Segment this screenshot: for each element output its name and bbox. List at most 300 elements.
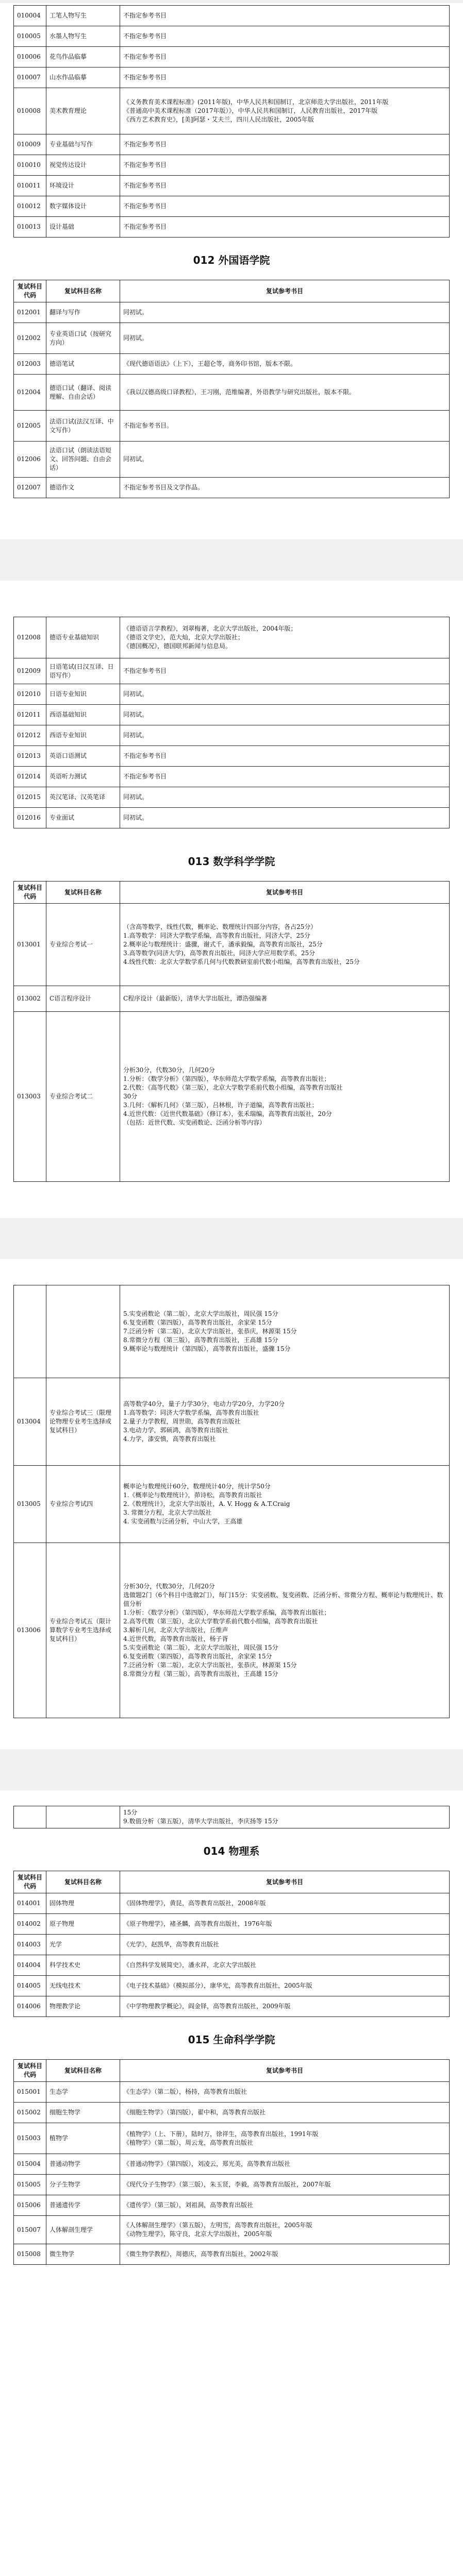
subject-name: 德语作文 <box>46 478 120 498</box>
reference-line: 《德语文学史》，范大灿，北京大学出版社； <box>123 634 244 641</box>
reference-books <box>120 767 450 787</box>
table-math <box>13 881 450 1182</box>
reference-books <box>120 411 450 442</box>
subject-name: 无线电技术 <box>46 1976 120 1996</box>
subject-code: 012010 <box>14 684 46 705</box>
subject-code: 010004 <box>14 6 46 26</box>
table-row <box>14 2195 450 2216</box>
subject-code: 013003 <box>14 1012 46 1182</box>
subject-name: 法语口试（朗读法语短文、回答问题、自由会话） <box>46 442 120 478</box>
table-row <box>14 2216 450 2244</box>
reference-line: 《普通动物学》（第四版），刘凌云，郑光美，高等教育出版社 <box>123 2160 291 2167</box>
reference-books <box>120 375 450 411</box>
subject-name: 日语笔试(日汉互译、日语写作） <box>46 658 120 684</box>
table-physics <box>13 1871 450 2017</box>
subject-code: 014006 <box>14 1996 46 2017</box>
subject-code <box>14 1285 46 1378</box>
subject-code: 013006 <box>14 1543 46 1718</box>
reference-line: 3. 常微分方程，北京大学出版社 <box>123 1509 212 1516</box>
reference-line: 8.常微分方程（第三版），高等教育出版社，王高雄 15分 <box>123 1670 278 1677</box>
reference-line: 3.电动力学，郭硕鸿，高等教育出版社 <box>123 1427 228 1434</box>
reference-books <box>120 986 450 1012</box>
reference-books <box>120 442 450 478</box>
reference-books <box>120 2216 450 2244</box>
subject-name: 普通动物学 <box>46 2154 120 2175</box>
table-row <box>14 302 450 323</box>
reference-line: 不指定参考书目 <box>123 161 167 168</box>
reference-line: 《西方艺术教育史》，[美]阿瑟・艾夫兰，四川人民出版社，2005年版 <box>123 116 314 123</box>
reference-line: （含高等数学，线性代数，概率论、数理统计四部分内容，各占25分） <box>123 923 317 930</box>
table-row <box>14 411 450 442</box>
reference-books <box>120 1378 450 1466</box>
reference-line: 1.分析：《数学分析》（第四版），华东师范大学数学系编，高等教育出版社； <box>123 1609 330 1616</box>
reference-line: 分析30分，代数30分，几何20分 <box>123 1583 215 1590</box>
reference-line: 9.概率论与数理统计（第四版），高等教育出版社，盛骤 15分 <box>123 1345 291 1352</box>
subject-code: 012013 <box>14 746 46 767</box>
table-row <box>14 375 450 411</box>
subject-name: 植物学 <box>46 2123 120 2154</box>
table-row <box>14 617 450 658</box>
reference-line: 概率论与数理统计60分，数理统计40分，统计学50分 <box>123 1483 271 1490</box>
reference-line: 不指定参考书目 <box>123 773 167 780</box>
subject-name: 专业综合考试二 <box>46 1012 120 1182</box>
reference-books <box>120 2154 450 2175</box>
reference-line: 不指定参考书目 <box>123 32 167 40</box>
reference-books <box>120 354 450 375</box>
subject-name: 工笔人物写生 <box>46 6 120 26</box>
table-row <box>14 767 450 787</box>
reference-books <box>120 1893 450 1914</box>
table-row <box>14 1976 450 1996</box>
reference-line: 《遗传学》（第三版），刘祖洞，高等教育出版社 <box>123 2201 254 2209</box>
reference-books <box>120 1955 450 1976</box>
subject-name: 英语口语测试 <box>46 746 120 767</box>
subject-name: 日语专业知识 <box>46 684 120 705</box>
reference-line: 不指定参考书目 <box>123 223 167 230</box>
subject-code: 015006 <box>14 2195 46 2216</box>
col-code: 复试科目代码 <box>14 280 46 302</box>
reference-line: 不指定参考书目 <box>123 202 167 210</box>
reference-line: 《光学》，赵凯华，高等教育出版社 <box>123 1941 220 1948</box>
reference-line: 分析30分，代数30分，几何20分 <box>123 1066 215 1074</box>
reference-books <box>120 1935 450 1955</box>
subject-name: 专业面试 <box>46 808 120 828</box>
reference-line: 《细胞生物学》（第四版），翟中和，高等教育出版社 <box>123 2109 266 2116</box>
reference-line: 3.高等数学(同济大学)，高等教育出版社，同济大学应用数学系，25分 <box>123 950 316 957</box>
subject-code: 015005 <box>14 2175 46 2195</box>
subject-code: 015001 <box>14 2082 46 2103</box>
table-math-cont-2 <box>13 1806 450 1828</box>
reference-line: 2.量子力学教程，周世勋，高等教育出版社 <box>123 1418 241 1425</box>
reference-books <box>120 787 450 808</box>
subject-name: 光学 <box>46 1935 120 1955</box>
subject-name: 翻译与写作 <box>46 302 120 323</box>
subject-code: 014003 <box>14 1935 46 1955</box>
subject-name: 分子生物学 <box>46 2175 120 2195</box>
reference-books <box>120 302 450 323</box>
subject-code: 012007 <box>14 478 46 498</box>
reference-books <box>120 2123 450 2154</box>
reference-line: 5.实变函数论（第二版），北京大学出版社，周民强 15分 <box>123 1644 278 1651</box>
page-gap <box>0 0 463 3</box>
reference-line: 《现代德语语法》（上下），王超仑等，商务印书馆，版本不限。 <box>123 360 297 367</box>
table-row <box>14 217 450 238</box>
subject-code: 012003 <box>14 354 46 375</box>
subject-name: 普通遗传学 <box>46 2195 120 2216</box>
table-row <box>14 176 450 196</box>
subject-name: 花鸟作品临摹 <box>46 47 120 67</box>
reference-line: 2.概率论与数理统计：盛骤，谢式千，潘承毅编，高等教育出版社，25分 <box>123 941 323 948</box>
reference-books <box>120 134 450 155</box>
reference-line: 1.《概率论与数理统计》，茆诗松，高等教育出版社 <box>123 1492 262 1499</box>
table-row <box>14 1378 450 1466</box>
page-gap <box>0 1749 463 1790</box>
subject-code: 012002 <box>14 323 46 354</box>
subject-name: 德语笔试 <box>46 354 120 375</box>
reference-books <box>120 1012 450 1182</box>
subject-name: 专业综合考试四 <box>46 1466 120 1543</box>
reference-line: 《义务教育美术课程标准》(2011年版)，中华人民共和国制订，北京师范大学出版社，2011年版 <box>123 98 389 106</box>
reference-line: 《普通高中美术课程标准（2017年版）》，中华人民共和国制订，人民教育出版社，2017年版 <box>123 107 378 114</box>
reference-line: 不指定参考书目 <box>123 182 167 189</box>
col-name: 复试科目名称 <box>46 882 120 904</box>
subject-code: 010005 <box>14 26 46 47</box>
section-title-015: 015 生命科学学院 <box>188 2033 275 2046</box>
subject-name: 视觉传达设计 <box>46 155 120 176</box>
subject-code: 012004 <box>14 375 46 411</box>
reference-books <box>120 176 450 196</box>
reference-line: （包括：近世代数、实变函数论、泛函分析等内容） <box>123 1119 266 1126</box>
subject-name: 专业综合考试五（限计算数学专业考生选择或复试科目） <box>46 1543 120 1718</box>
reference-line: 高等数学40分，量子力学30分，电动力学20分，力学20分 <box>123 1400 285 1408</box>
reference-books <box>120 2195 450 2216</box>
reference-line: 4.线性代数：北京大学数学系几何与代数教研室前代数小组编，高等教育出版社，25分 <box>123 958 360 965</box>
reference-books <box>120 658 450 684</box>
subject-code: 013005 <box>14 1466 46 1543</box>
subject-name: C语言程序设计 <box>46 986 120 1012</box>
reference-books <box>120 67 450 88</box>
subject-name: 山水作品临摹 <box>46 67 120 88</box>
col-code: 复试科目代码 <box>14 2060 46 2082</box>
subject-name: 人体解剖生理学 <box>46 2216 120 2244</box>
reference-line: 4. 实变函数与泛函分析，中山大学，王高雄 <box>123 1518 243 1525</box>
subject-name: 细胞生物学 <box>46 2103 120 2123</box>
table-row <box>14 808 450 828</box>
subject-code: 012008 <box>14 617 46 658</box>
reference-line: 6.复变函数（第四版），高等教育出版社，余家荣 15分 <box>123 1319 272 1326</box>
subject-name: 英汉笔译、汉英笔译 <box>46 787 120 808</box>
reference-books <box>120 2175 450 2195</box>
reference-line: 《德语语言学教程》，刘翠梅著，北京大学出版社，2004年版； <box>123 625 297 632</box>
reference-line: 不指定参考书目。 <box>123 422 173 429</box>
reference-line: 同初试。 <box>123 732 148 739</box>
reference-line: 不指定参考书目及文学作品。 <box>123 484 204 491</box>
reference-line: 7.泛函分析（第二版），北京大学出版社，张恭庆，林源渠 15分 <box>123 1328 297 1335</box>
subject-code: 015008 <box>14 2244 46 2265</box>
reference-books <box>120 1914 450 1935</box>
page-gap <box>0 1218 463 1259</box>
reference-line: 6.复变函数（第四版），高等教育出版社，余家荣 15分 <box>123 1653 272 1660</box>
subject-code: 012011 <box>14 705 46 725</box>
reference-line: 同初试。 <box>123 334 148 342</box>
reference-books <box>120 323 450 354</box>
table-row <box>14 1285 450 1378</box>
reference-line: 4.力学，漆安慎，高等教育出版社 <box>123 1435 216 1443</box>
reference-books <box>120 2103 450 2123</box>
reference-books <box>120 2244 450 2265</box>
col-ref: 复试参考书目 <box>120 1871 450 1893</box>
reference-books <box>120 26 450 47</box>
subject-code: 010007 <box>14 67 46 88</box>
subject-code: 015002 <box>14 2103 46 2123</box>
table-foreign-languages-cont <box>13 617 450 828</box>
reference-books <box>120 47 450 67</box>
reference-line: 同初试。 <box>123 711 148 718</box>
subject-name: 数字媒体设计 <box>46 196 120 217</box>
table-row <box>14 2175 450 2195</box>
subject-name: 西语专业知识 <box>46 725 120 746</box>
reference-line: 《我以汉德高级口译教程》，王习刚，范维编著，外语教学与研究出版社，版本不限。 <box>123 388 356 396</box>
subject-name <box>46 1806 120 1828</box>
reference-line: 《植物学》（第二版），周云龙，高等教育出版社 <box>123 2139 254 2146</box>
reference-line: 同初试。 <box>123 814 148 821</box>
table-row <box>14 323 450 354</box>
subject-code: 010009 <box>14 134 46 155</box>
table-math-cont <box>13 1285 450 1718</box>
table-row <box>14 442 450 478</box>
table-row <box>14 986 450 1012</box>
subject-code: 010011 <box>14 176 46 196</box>
table-row <box>14 88 450 134</box>
reference-line: 7.泛函分析（第二版），北京大学出版社，张恭庆，林源渠 15分 <box>123 1662 297 1669</box>
reference-books <box>120 1976 450 1996</box>
reference-books <box>120 88 450 134</box>
reference-line: C程序设计（最新版），清华大学出版社，谭浩强编著 <box>123 995 268 1002</box>
reference-line: 不指定参考书目 <box>123 53 167 60</box>
reference-books <box>120 217 450 238</box>
reference-line: 《动物生理学》，陈守良，北京大学出版社，2005年版 <box>123 2230 272 2238</box>
col-code: 复试科目代码 <box>14 1871 46 1893</box>
reference-books <box>120 617 450 658</box>
subject-name: 专业英语口试（按研究方向） <box>46 323 120 354</box>
subject-code: 010008 <box>14 88 46 134</box>
reference-line: 不指定参考书目 <box>123 12 167 19</box>
table-row <box>14 1935 450 1955</box>
section-title-012: 012 外国语学院 <box>193 254 270 266</box>
subject-name: 固体物理 <box>46 1893 120 1914</box>
reference-line: 《植物学》（上、下册），陆时万，徐祥生，高等教育出版社，1991年版 <box>123 2130 319 2138</box>
table-row <box>14 705 450 725</box>
reference-line: 15分 <box>123 1809 138 1816</box>
table-row <box>14 196 450 217</box>
subject-code: 014005 <box>14 1976 46 1996</box>
table-row <box>14 26 450 47</box>
reference-books <box>120 6 450 26</box>
table-row <box>14 1893 450 1914</box>
subject-name: 西语基础知识 <box>46 705 120 725</box>
table-row <box>14 658 450 684</box>
subject-code: 014002 <box>14 1914 46 1935</box>
subject-name: 环境设计 <box>46 176 120 196</box>
reference-books <box>120 904 450 986</box>
subject-code: 012015 <box>14 787 46 808</box>
col-name: 复试科目名称 <box>46 2060 120 2082</box>
subject-name: 美术教育理论 <box>46 88 120 134</box>
reference-books <box>120 1466 450 1543</box>
table-row <box>14 134 450 155</box>
table-row <box>14 67 450 88</box>
subject-name: 德语口试（翻译、阅读理解、自由会话） <box>46 375 120 411</box>
reference-line: 《生态学》（第二版），杨持，高等教育出版社 <box>123 2088 247 2095</box>
subject-code: 010013 <box>14 217 46 238</box>
reference-books <box>120 746 450 767</box>
subject-name: 物理教学论 <box>46 1996 120 2017</box>
subject-code: 013004 <box>14 1378 46 1466</box>
reference-books <box>120 196 450 217</box>
col-ref: 复试参考书目 <box>120 280 450 302</box>
subject-name <box>46 1285 120 1378</box>
table-row <box>14 1996 450 2017</box>
table-row <box>14 6 450 26</box>
reference-books <box>120 808 450 828</box>
col-name: 复试科目名称 <box>46 1871 120 1893</box>
reference-line: 1.分析：《数学分析》（第四版），华东师范大学数学系编，高等教育出版社； <box>123 1075 330 1082</box>
reference-line: 3.解析几何，北京大学出版社，丘维声 <box>123 1626 228 1634</box>
reference-books <box>120 705 450 725</box>
reference-books <box>120 2082 450 2103</box>
subject-name: 设计基础 <box>46 217 120 238</box>
reference-line: 不指定参考书目 <box>123 141 167 148</box>
subject-code: 010012 <box>14 196 46 217</box>
table-row <box>14 1806 450 1828</box>
subject-code: 014004 <box>14 1955 46 1976</box>
section-title-014: 014 物理系 <box>203 1845 260 1857</box>
table-row <box>14 904 450 986</box>
subject-name: 专业综合考试三（限理论物理专业考生选择或复试科目） <box>46 1378 120 1466</box>
subject-code: 012009 <box>14 658 46 684</box>
reference-line: 同初试。 <box>123 309 148 316</box>
table-row <box>14 2082 450 2103</box>
table-row <box>14 746 450 767</box>
reference-books <box>120 1806 450 1828</box>
table-row <box>14 2154 450 2175</box>
subject-name: 英语听力测试 <box>46 767 120 787</box>
col-name: 复试科目名称 <box>46 280 120 302</box>
reference-books <box>120 725 450 746</box>
reference-line: 2.高等代数（第三版），北京大学数学系前代数小组编，高等教育出版社 <box>123 1618 318 1625</box>
table-row <box>14 684 450 705</box>
subject-code: 012006 <box>14 442 46 478</box>
reference-books <box>120 1285 450 1378</box>
reference-line: 同初试。 <box>123 793 148 801</box>
page-gap <box>0 539 463 581</box>
subject-name: 专业综合考试一 <box>46 904 120 986</box>
table-row <box>14 155 450 176</box>
subject-code: 012001 <box>14 302 46 323</box>
table-row <box>14 787 450 808</box>
reference-line: 《固体物理学》，黄昆，高等教育出版社，2008年版 <box>123 1900 266 1907</box>
table-row <box>14 1914 450 1935</box>
subject-name: 专业基础与写作 <box>46 134 120 155</box>
subject-name: 水墨人物写生 <box>46 26 120 47</box>
reference-line: 5.实变函数论（第二版），北京大学出版社，周民强 15分 <box>123 1310 278 1317</box>
table-foreign-languages <box>13 280 450 498</box>
subject-name: 原子物理 <box>46 1914 120 1935</box>
subject-code: 015007 <box>14 2216 46 2244</box>
reference-line: 《微生物学教程》，周德庆，高等教育出版社，2002年版 <box>123 2250 278 2258</box>
reference-line: 选做题2门（6个科目中选做2门），每门15分：实变函数、复变函数、泛函分析、常微分方程、概率论与数理统计、数值分析 <box>123 1591 443 1607</box>
subject-code: 012014 <box>14 767 46 787</box>
table-row <box>14 1955 450 1976</box>
reference-books <box>120 684 450 705</box>
subject-code: 013002 <box>14 986 46 1012</box>
reference-line: 同初试。 <box>123 455 148 463</box>
table-row <box>14 1543 450 1718</box>
reference-line: 《电子技术基础》（模拟部分），康华光，高等教育出版社，2005年版 <box>123 1982 312 1989</box>
subject-code: 015003 <box>14 2123 46 2154</box>
reference-line: 《德国概况》，德国联邦新闻与信息局。 <box>123 642 232 650</box>
reference-line: 《自然科学发展简史》，潘永祥，北京大学出版社 <box>123 1961 257 1969</box>
table-row <box>14 1012 450 1182</box>
reference-line: 2.代数：《高等代数》（第三版），北京大学数学系前代数小组编，高等教育出版社 <box>123 1084 343 1091</box>
subject-code: 010006 <box>14 47 46 67</box>
subject-code: 012012 <box>14 725 46 746</box>
reference-line: 1.高等数学：同济大学数学系编，高等教育出版社，同济大学，25分 <box>123 932 310 939</box>
reference-line: 9.数值分析（第五版），清华大学出版社，李庆扬等 15分 <box>123 1818 278 1825</box>
reference-line: 不指定参考书目 <box>123 74 167 81</box>
reference-books <box>120 478 450 498</box>
table-row <box>14 2123 450 2154</box>
table-row <box>14 47 450 67</box>
subject-name: 德语专业基础知识 <box>46 617 120 658</box>
table-row <box>14 2244 450 2265</box>
subject-name: 法语口试(法汉互译、中文写作） <box>46 411 120 442</box>
subject-name: 生态学 <box>46 2082 120 2103</box>
reference-line: 同初试。 <box>123 690 148 698</box>
table-row <box>14 2103 450 2123</box>
subject-code: 010010 <box>14 155 46 176</box>
section-title-013: 013 数学科学学院 <box>188 855 275 868</box>
table-row <box>14 725 450 746</box>
reference-line: 《中学物理教学概论》，阎金铎，高等教育出版社，2009年版 <box>123 2003 291 2010</box>
table-row <box>14 1466 450 1543</box>
reference-line: 不指定参考书目 <box>123 752 167 759</box>
reference-books <box>120 1543 450 1718</box>
table-row <box>14 354 450 375</box>
subject-name: 科学技术史 <box>46 1955 120 1976</box>
reference-line: 《原子物理学》，褚圣麟，高等教育出版社，1976年版 <box>123 1920 272 1927</box>
table-art <box>13 5 450 238</box>
subject-code: 012005 <box>14 411 46 442</box>
subject-code: 013001 <box>14 904 46 986</box>
reference-line: 《人体解剖生理学》（第五版），左明雪，高等教育出版社，2005年版 <box>123 2222 312 2229</box>
subject-code: 012016 <box>14 808 46 828</box>
reference-line: 3.几何：《解析几何》（第三版），吕林根，许子道编，高等教育出版社； <box>123 1101 318 1109</box>
reference-line: 4.近世代数：《近世代数基础》（修订本），张禾瑞编，高等教育出版社，20分 <box>123 1110 332 1117</box>
table-life-science <box>13 2059 450 2265</box>
subject-code: 015004 <box>14 2154 46 2175</box>
reference-line: 2.《数理统计》，北京大学出版社，A. V. Hogg & A.T.Craig <box>123 1500 290 1507</box>
subject-code: 014001 <box>14 1893 46 1914</box>
subject-name: 微生物学 <box>46 2244 120 2265</box>
reference-books <box>120 155 450 176</box>
table-row <box>14 478 450 498</box>
col-code: 复试科目代码 <box>14 882 46 904</box>
reference-line: 不指定参考书目 <box>123 667 167 674</box>
reference-books <box>120 1996 450 2017</box>
col-ref: 复试参考书目 <box>120 2060 450 2082</box>
col-ref: 复试参考书目 <box>120 882 450 904</box>
